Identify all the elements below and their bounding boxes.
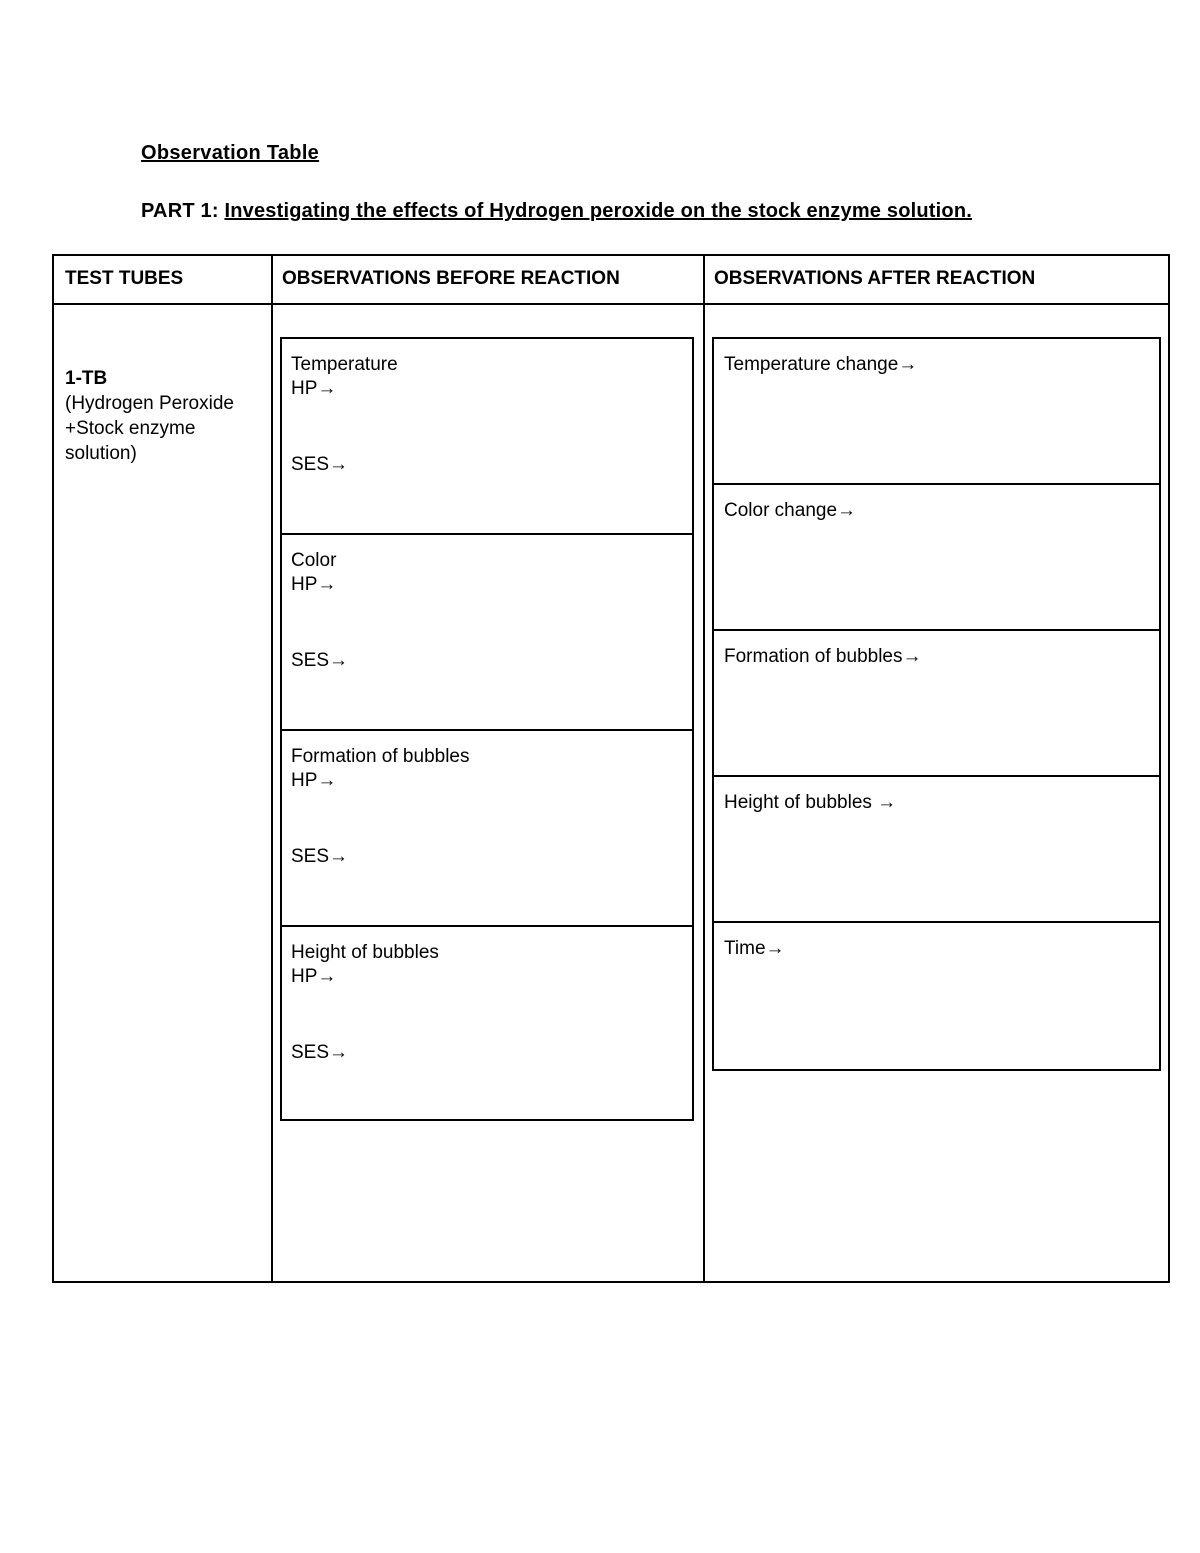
before-box-hp: HP→ [291, 770, 337, 791]
after-box-color-change[interactable] [714, 485, 1159, 631]
part-label: PART 1: [141, 200, 219, 222]
after-box-label: Height of bubbles → [724, 792, 897, 813]
before-box-hp: HP→ [291, 574, 337, 595]
before-box-height-of-bubbles[interactable] [282, 927, 692, 1119]
header-after-reaction: OBSERVATIONS AFTER REACTION [714, 268, 1036, 289]
before-box-ses: SES→ [291, 1042, 349, 1063]
before-box-hp: HP→ [291, 378, 337, 399]
test-tube-description: (Hydrogen Peroxide +Stock enzyme solution) [65, 393, 234, 464]
column-divider [703, 256, 705, 1281]
after-box-label: Time→ [724, 938, 785, 959]
after-reaction-stack [712, 337, 1161, 1071]
after-box-label: Color change→ [724, 500, 857, 521]
part-heading [141, 200, 972, 223]
before-box-color[interactable] [282, 535, 692, 731]
before-box-label: Color [291, 550, 337, 571]
before-reaction-stack [280, 337, 694, 1121]
before-box-ses: SES→ [291, 454, 349, 475]
header-before-reaction: OBSERVATIONS BEFORE REACTION [282, 268, 620, 289]
before-box-label: Temperature [291, 354, 398, 375]
test-tube-cell [65, 366, 265, 466]
before-box-label: Height of bubbles [291, 942, 439, 963]
after-box-label: Temperature change→ [724, 354, 918, 375]
after-box-temperature-change[interactable] [714, 339, 1159, 485]
before-box-label: Formation of bubbles [291, 746, 470, 767]
header-divider [54, 303, 1168, 305]
column-divider [271, 256, 273, 1281]
header-test-tubes: TEST TUBES [65, 268, 184, 289]
after-box-label: Formation of bubbles→ [724, 646, 922, 667]
after-box-time[interactable] [714, 923, 1159, 1069]
after-box-height-of-bubbles[interactable] [714, 777, 1159, 923]
document-title: Observation Table [141, 142, 320, 164]
part-subtitle: Investigating the effects of Hydrogen peroxide on the stock enzyme solution. [224, 200, 973, 222]
before-box-formation-of-bubbles[interactable] [282, 731, 692, 927]
after-box-formation-of-bubbles[interactable] [714, 631, 1159, 777]
test-tube-id: 1-TB [65, 368, 108, 389]
before-box-ses: SES→ [291, 650, 349, 671]
before-box-hp: HP→ [291, 966, 337, 987]
before-box-ses: SES→ [291, 846, 349, 867]
before-box-temperature[interactable] [282, 339, 692, 535]
